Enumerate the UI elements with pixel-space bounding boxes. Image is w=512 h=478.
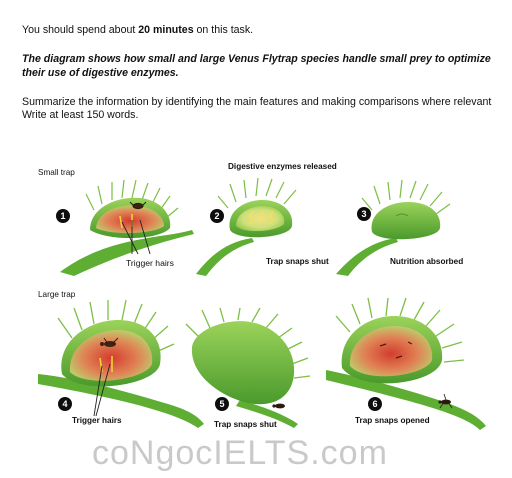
large-trap-heading: Large trap [38, 290, 76, 299]
time-instruction: You should spend about 20 minutes on this task. [22, 24, 254, 36]
enzymes-heading: Digestive enzymes released [228, 162, 337, 171]
step-label-3: Nutrition absorbed [390, 257, 464, 266]
word-count-instruction: Write at least 150 words. [22, 109, 139, 121]
step-label-6: Trap snaps opened [355, 416, 430, 425]
step-label-5: Trap snaps shut [214, 420, 277, 429]
trap-5-illustration [180, 308, 320, 430]
small-trap-heading: Small trap [38, 168, 75, 177]
step-number-6: 6 [368, 397, 382, 411]
step-number-5: 5 [215, 397, 229, 411]
task-instruction: Summarize the information by identifying the main features and making comparisons where relevant [22, 96, 492, 108]
step-number-2: 2 [210, 209, 224, 223]
step-number-4: 4 [58, 397, 72, 411]
watermark: coNgocIELTS.com [92, 434, 388, 472]
step-number-1: 1 [56, 209, 70, 223]
trap-6-illustration [326, 298, 496, 430]
task-prompt: The diagram shows how small and large Venus Flytrap species handle small prey to optimize their use of digestive enzymes. [22, 53, 491, 79]
trap-3-illustration [336, 176, 466, 276]
step-label-4: Trigger hairs [72, 416, 122, 425]
trap-2-illustration [196, 176, 316, 276]
step-label-2: Trap snaps shut [266, 257, 329, 266]
step-number-3: 3 [357, 207, 371, 221]
step-label-1: Trigger hairs [126, 258, 174, 268]
trap-1-illustration [60, 180, 200, 276]
